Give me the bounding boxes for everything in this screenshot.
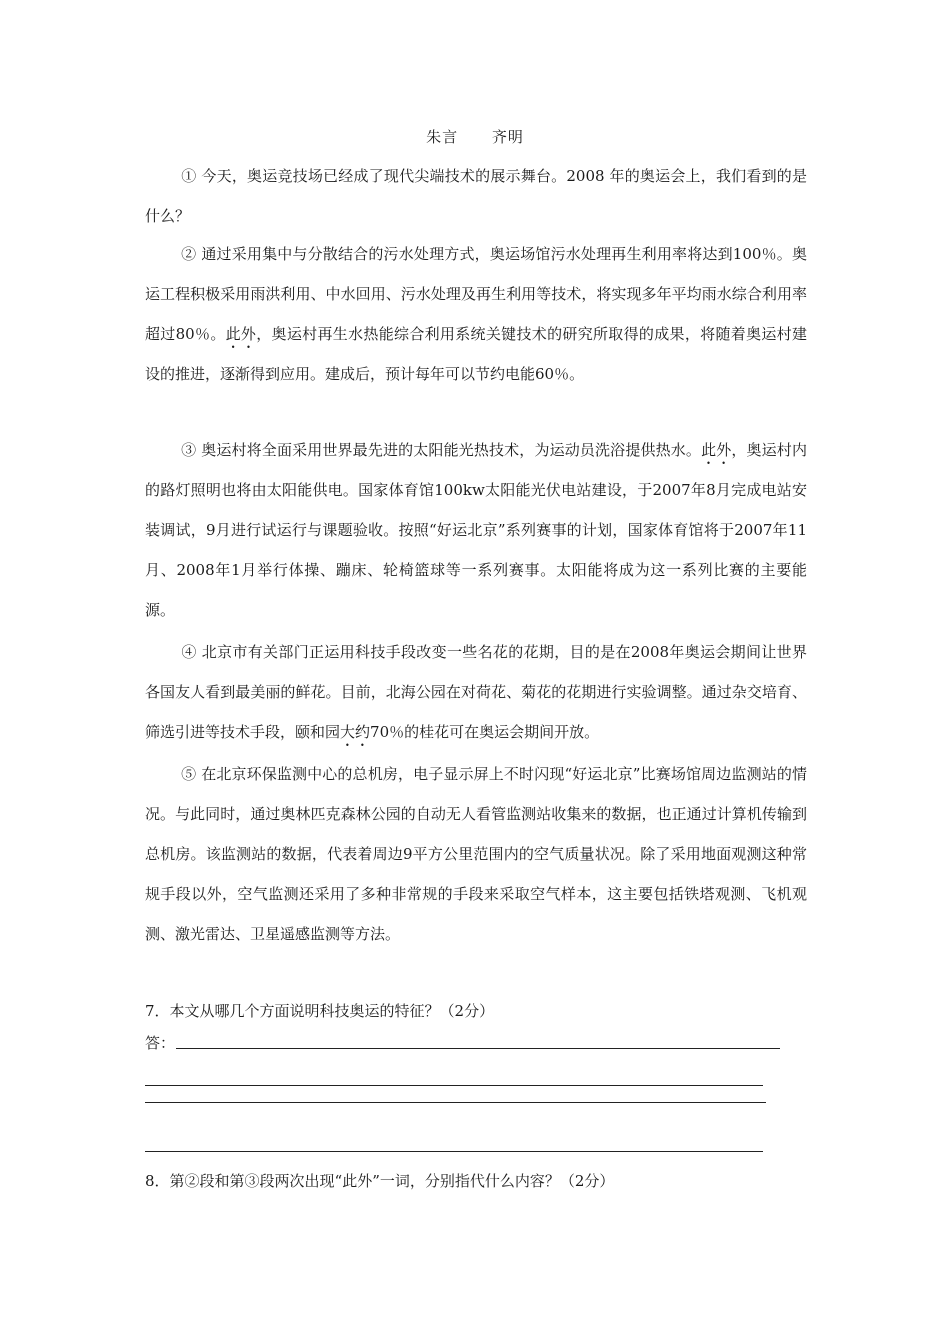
paragraph-5: ⑤ 在北京环保监测中心的总机房，电子显示屏上不时闪现“好运北京”比赛场馆周边监测站的情况。与此同时，通过奥林匹克森林公园的自动无人看管监测站收集来的数据，也正通过计算机传输到总机房。该监测站的数据，代表着周边9平方公里范围内的空气质量状况。除了采用地面观测这种常规手段以外，空气监测还采用了多种非常规的手段来采取空气样本，这主要包括铁塔观测、飞机观测、激光雷达、卫星遥感监测等方法。 [145,765,807,943]
emphasized-word: 此外 [701,441,732,459]
authors [0,126,950,147]
paragraph-number: ③ [181,441,197,459]
answer-line[interactable] [176,1048,780,1049]
author-2: 齐明 [491,128,524,146]
answer-label: 答： [145,1034,176,1052]
answer-line[interactable] [145,1102,766,1103]
paragraph-1: ① 今天，奥运竞技场已经成了现代尖端技术的展示舞台。2008 年的奥运会上，我们看到的是什么？ [145,167,807,225]
answer-line[interactable] [145,1085,763,1086]
question-7: 7．本文从哪几个方面说明科技奥运的特征？（2分） [145,1002,495,1020]
emphasized-word: 此外 [225,325,257,343]
answer-line[interactable] [145,1151,763,1152]
author-1: 朱言 [426,128,459,146]
paragraph-3: ③ 奥运村将全面采用世界最先进的太阳能光热技术，为运动员洗浴提供热水。此外，奥运村内的路灯照明也将由太阳能供电。国家体育馆100kw太阳能光伏电站建设，于2007年8月完成电站安装调试，9月进行试运行与课题验收。按照“好运北京”系列赛事的计划，国家体育馆将于2007年11月、2008年1月举行体操、蹦床、轮椅篮球等一系列赛事。太阳能将成为这一系列比赛的主要能源。 [145,441,807,619]
emphasized-word: 大约 [340,723,371,741]
paragraph-number: ① [181,167,197,185]
paragraph-number: ④ [181,643,197,661]
paragraph-4: ④ 北京市有关部门正运用科技手段改变一些名花的花期，目的是在2008年奥运会期间让世界各国友人看到最美丽的鲜花。目前，北海公园在对荷花、菊花的花期进行实验调整。通过杂交培育、筛选引进等技术手段，颐和园大约70％的桂花可在奥运会期间开放。 [145,643,807,741]
paragraph-number: ⑤ [181,765,197,783]
paragraph-2: ② 通过采用集中与分散结合的污水处理方式，奥运场馆污水处理再生利用率将达到100％。奥运工程积极采用雨洪利用、中水回用、污水处理及再生利用等技术，将实现多年平均雨水综合利用率超过80％。此外，奥运村再生水热能综合利用系统关键技术的研究所取得的成果，将随着奥运村建设的推进，逐渐得到应用。建成后，预计每年可以节约电能60％。 [145,245,807,383]
question-8: 8．第②段和第③段两次出现“此外”一词，分别指代什么内容？（2分） [145,1172,615,1190]
paragraph-number: ② [181,245,197,263]
